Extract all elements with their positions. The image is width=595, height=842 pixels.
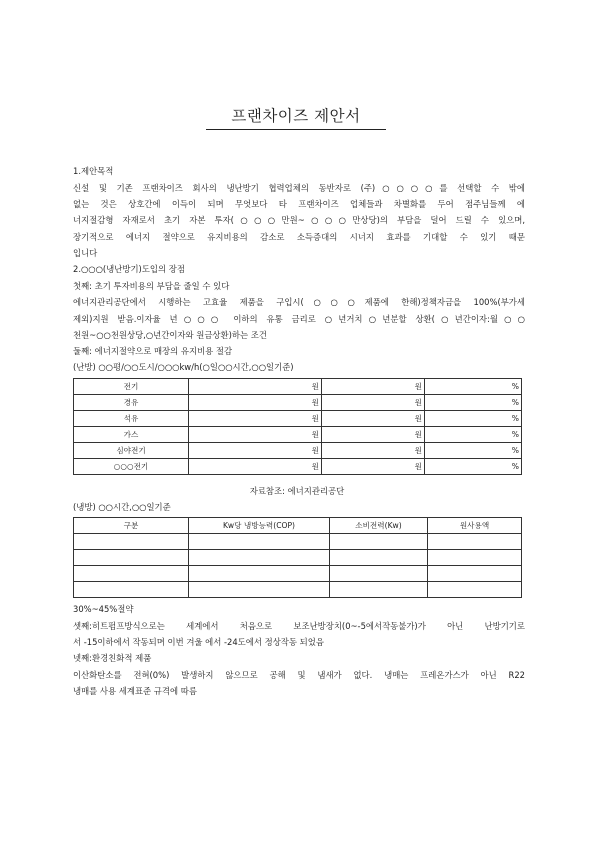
table-row (74, 582, 522, 598)
table-cell: % (425, 443, 522, 459)
paragraph-line: 제외)지원 받음.이자율 년○○○ 이하의 유통 금리로 ○년거치○년분할 상환(○년간이자:월○○ (73, 314, 525, 324)
section-heading-purpose: 1.제안목적 (73, 166, 114, 176)
table-cell (74, 566, 189, 582)
table-row (74, 566, 522, 582)
table-cell: 전기 (74, 379, 189, 395)
table-cell: % (425, 379, 522, 395)
paragraph-line: 신설 및 기존 프랜차이즈 회사의 냉난방기 협력업체의 동반자로 (주)○○○○를 선택할 수 밖에 (73, 183, 525, 193)
table-cell (428, 550, 522, 566)
table-cell (330, 582, 428, 598)
column-header: 원사용액 (428, 518, 522, 534)
table-row (74, 459, 522, 475)
table-cell: 석유 (74, 411, 189, 427)
table-cell: 원 (189, 379, 322, 395)
table-cell: 원 (189, 411, 322, 427)
paragraph-line: 장기적으로 에너지 절약으로 유지비용의 감소로 소득증대의 시너지 효과를 기대할 수 있기 때문 (73, 232, 525, 242)
table-cell (189, 534, 330, 550)
paragraph-line: 넷째:환경친화적 제품 (73, 653, 152, 663)
table-cell: 가스 (74, 427, 189, 443)
paragraph-line: 에너지관리공단에서 시행하는 고효율 제품을 구입시(○○○제품에 한해)정책자금을 100%(부가세 (73, 297, 525, 307)
table-cell: 원 (322, 427, 425, 443)
table-cell: 원 (322, 379, 425, 395)
table-cell (330, 534, 428, 550)
paragraph-line: 냉매를 사용 세계표준 규격에 따름 (73, 686, 197, 696)
table-cell (189, 550, 330, 566)
table-cell (189, 582, 330, 598)
paragraph-line: 서 -15이하에서 작동되며 이번 겨울 에서 -24도에서 정상작동 되었음 (73, 637, 324, 647)
table-cell: 원 (189, 443, 322, 459)
section-heading-advantages: 2.○○○(냉난방기)도입의 장점 (73, 264, 185, 274)
cooling-table (73, 517, 522, 598)
column-header: 소비전력(Kw) (330, 518, 428, 534)
table-cell (74, 582, 189, 598)
column-header: 구분 (74, 518, 189, 534)
table-cell (428, 566, 522, 582)
table-cell (74, 550, 189, 566)
table-header-row (74, 518, 522, 534)
table-cell (189, 566, 330, 582)
paragraph-line: 입니다 (73, 248, 98, 258)
paragraph-line: 첫째: 초기 투자비용의 부담을 줄일 수 있다 (73, 281, 230, 291)
table-cell: 원 (322, 395, 425, 411)
paragraph-line: 둘째: 에너지절약으로 매장의 유지비용 절감 (73, 346, 233, 356)
source-caption: 자료참조: 에너지관리공단 (249, 486, 345, 496)
heating-heading: (난방) ○○평/○○도시/○○○kw/h(○일○○시간,○○일기준) (73, 362, 294, 372)
table-cell: ○○○전기 (74, 459, 189, 475)
table-cell (428, 534, 522, 550)
savings-line: 30%~45%절약 (73, 604, 134, 614)
table-row (74, 395, 522, 411)
table-cell: 원 (322, 459, 425, 475)
table-row (74, 534, 522, 550)
table-row (74, 411, 522, 427)
table-cell: 원 (322, 411, 425, 427)
table-cell (330, 550, 428, 566)
table-cell: 심야전기 (74, 443, 189, 459)
table-cell: % (425, 395, 522, 411)
paragraph-line: 없는 것은 상호간에 이득이 되며 무엇보다 타 프랜차이즈 업체들과 차별화를 두어 점주님들께 에 (73, 199, 525, 209)
paragraph-line: 이산화탄소를 전혀(0%) 발생하지 않으므로 공해 및 냄새가 없다. 냉매는 프레온가스가 아닌 R22 (73, 670, 525, 680)
paragraph-line: 너지절감형 자재로서 초기 자본 투자(○○○만원~○○○만상당)의 부담을 덜어 드릴 수 있으며, (73, 215, 525, 225)
paragraph-line: 천원~○○천원상당,○년간이자와 원금상환)하는 조건 (73, 330, 267, 340)
table-cell (428, 582, 522, 598)
table-cell: % (425, 459, 522, 475)
table-cell: 원 (322, 443, 425, 459)
table-cell: 원 (189, 427, 322, 443)
table-row (74, 550, 522, 566)
paragraph-line: 셋째:히트펌프방식으로는 세계에서 처음으로 보조난방장치(0~-5에서작동불가)가 아닌 난방기기로 (73, 621, 525, 631)
cooling-heading: (냉방) ○○시간,○○일기준 (73, 502, 171, 512)
table-cell: % (425, 411, 522, 427)
table-row (74, 443, 522, 459)
table-cell: % (425, 427, 522, 443)
table-cell: 원 (189, 395, 322, 411)
document-title: 프랜차이즈 제안서 (231, 107, 361, 125)
table-row (74, 427, 522, 443)
title-underline (206, 129, 386, 130)
table-cell: 원 (189, 459, 322, 475)
table-cell (330, 566, 428, 582)
table-row (74, 379, 522, 395)
heating-cost-table (73, 378, 522, 475)
table-cell: 경유 (74, 395, 189, 411)
column-header: Kw당 냉방능력(COP) (189, 518, 330, 534)
table-cell (74, 534, 189, 550)
